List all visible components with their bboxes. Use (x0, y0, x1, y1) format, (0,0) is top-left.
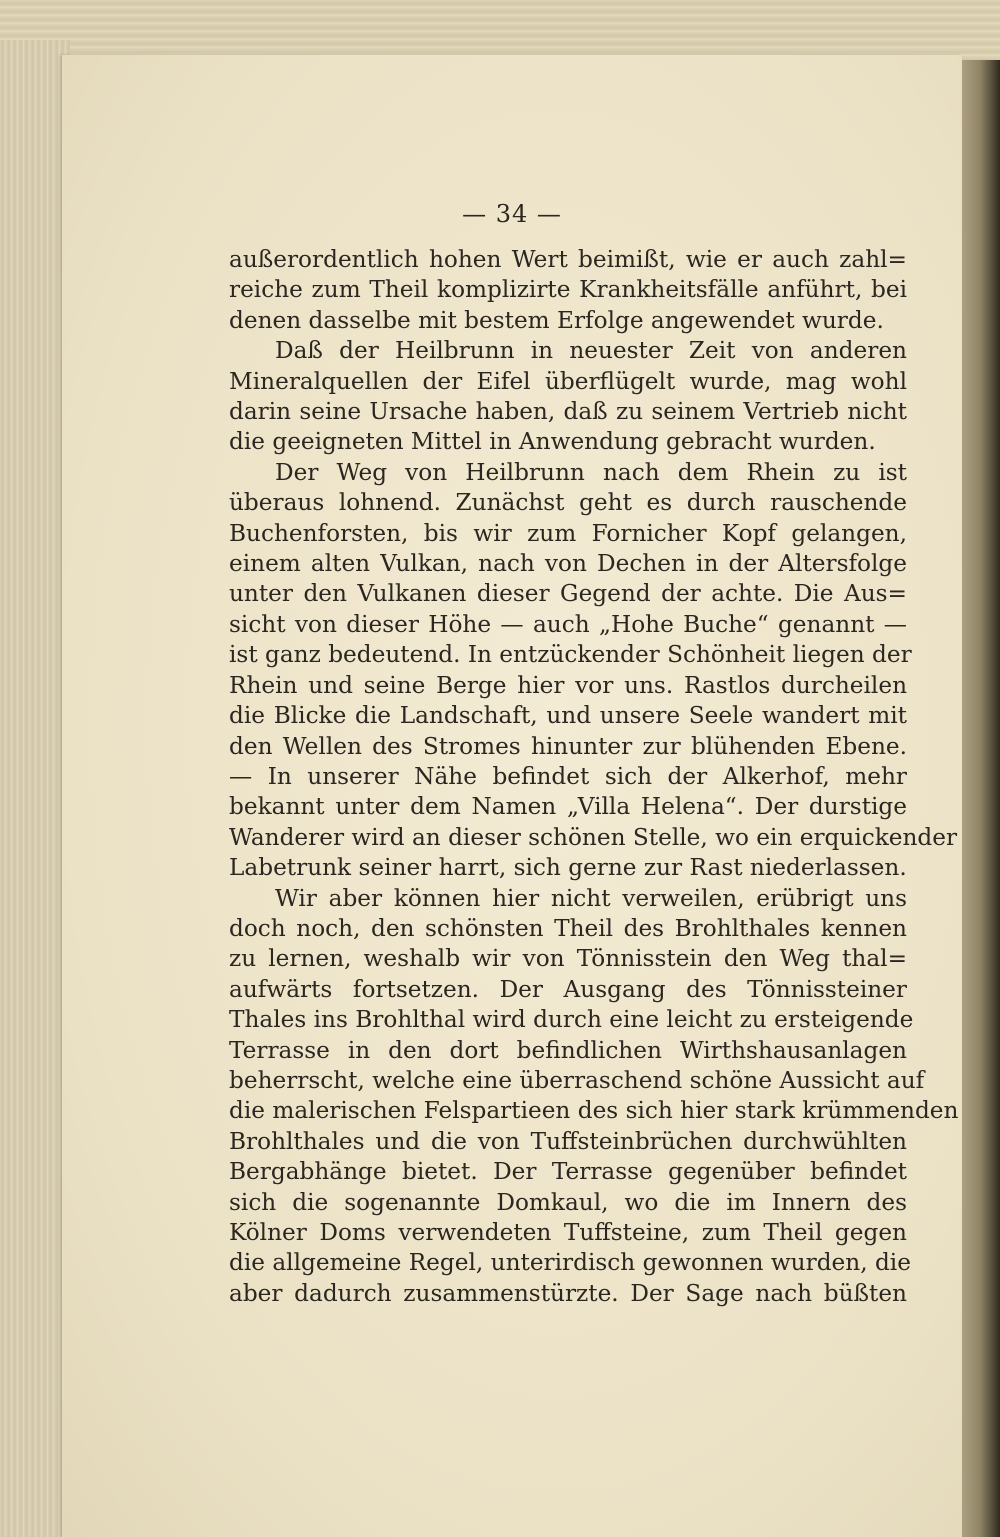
text-line: Bergabhänge bietet. Der Terrasse gegenüber befindet (229, 1158, 907, 1186)
text-line: die geeigneten Mittel in Anwendung gebracht wurden. (229, 428, 876, 456)
text-line: — In unserer Nähe befindet sich der Alkerhof, mehr (229, 762, 907, 790)
text-line: den Wellen des Stromes hinunter zur blühenden Ebene. (229, 732, 907, 760)
body-text (229, 245, 959, 1309)
page-stack-left (0, 40, 70, 1537)
text-line: die Blicke die Landschaft, und unsere Seele wandert mit (229, 702, 907, 730)
text-line: aber dadurch zusammenstürzte. Der Sage nach büßten (229, 1279, 907, 1307)
text-line: Labetrunk seiner harrt, sich gerne zur Rast niederlassen. (229, 854, 907, 882)
text-line: ist ganz bedeutend. In entzückender Schönheit liegen der (229, 641, 912, 669)
text-line: beherrscht, welche eine überraschend schöne Aussicht auf (229, 1066, 925, 1094)
text-line: Mineralquellen der Eifel überflügelt wurde, mag wohl (229, 367, 907, 395)
text-line: bekannt unter dem Namen „Villa Helena“. Der durstige (229, 793, 907, 821)
page-stack-top (0, 0, 1000, 60)
text-line: Rhein und seine Berge hier vor uns. Rastlos durcheilen (229, 671, 907, 699)
text-line: denen dasselbe mit bestem Erfolge angewendet wurde. (229, 306, 884, 334)
text-line: darin seine Ursache haben, daß zu seinem Vertrieb nicht (229, 398, 907, 426)
text-line: Buchenforsten, bis wir zum Fornicher Kopf gelangen, (229, 519, 907, 547)
text-line: sicht von dieser Höhe — auch „Hohe Buche“ genannt — (229, 610, 907, 638)
text-line: doch noch, den schönsten Theil des Brohlthales kennen (229, 914, 907, 942)
text-line: die malerischen Felspartieen des sich hier stark krümmenden (229, 1097, 959, 1125)
text-line: aufwärts fortsetzen. Der Ausgang des Tönnissteiner (229, 975, 907, 1003)
text-line: Wanderer wird an dieser schönen Stelle, wo ein erquickender (229, 823, 958, 851)
text-line: sich die sogenannte Domkaul, wo die im Innern des (229, 1188, 907, 1216)
text-line: Brohlthales und die von Tuffsteinbrüchen durchwühlten (229, 1127, 907, 1155)
text-line: Kölner Doms verwendeten Tuffsteine, zum Theil gegen (229, 1219, 907, 1246)
text-line: Der Weg von Heilbrunn nach dem Rhein zu ist (275, 458, 907, 486)
text-line: überaus lohnend. Zunächst geht es durch rauschende (229, 489, 907, 517)
text-line: reiche zum Theil komplizirte Krankheitsfälle anführt, bei (229, 276, 907, 304)
page-number: — 34 — (462, 200, 562, 228)
text-line: Daß der Heilbrunn in neuester Zeit von anderen (275, 337, 907, 365)
text-line: einem alten Vulkan, nach von Dechen in der Altersfolge (229, 550, 907, 578)
book-page (62, 55, 962, 1537)
text-line: unter den Vulkanen dieser Gegend der achte. Die Aus= (229, 580, 907, 608)
text-line: die allgemeine Regel, unterirdisch gewonnen wurden, die (229, 1249, 911, 1277)
text-line: zu lernen, weshalb wir von Tönnisstein den Weg thal= (229, 945, 907, 973)
text-line: außerordentlich hohen Wert beimißt, wie er auch zahl= (229, 246, 907, 273)
text-line: Terrasse in den dort befindlichen Wirthshausanlagen (229, 1036, 907, 1064)
text-line: Wir aber können hier nicht verweilen, erübrigt uns (275, 884, 907, 912)
text-line: Thales ins Brohlthal wird durch eine leicht zu ersteigende (229, 1006, 914, 1034)
